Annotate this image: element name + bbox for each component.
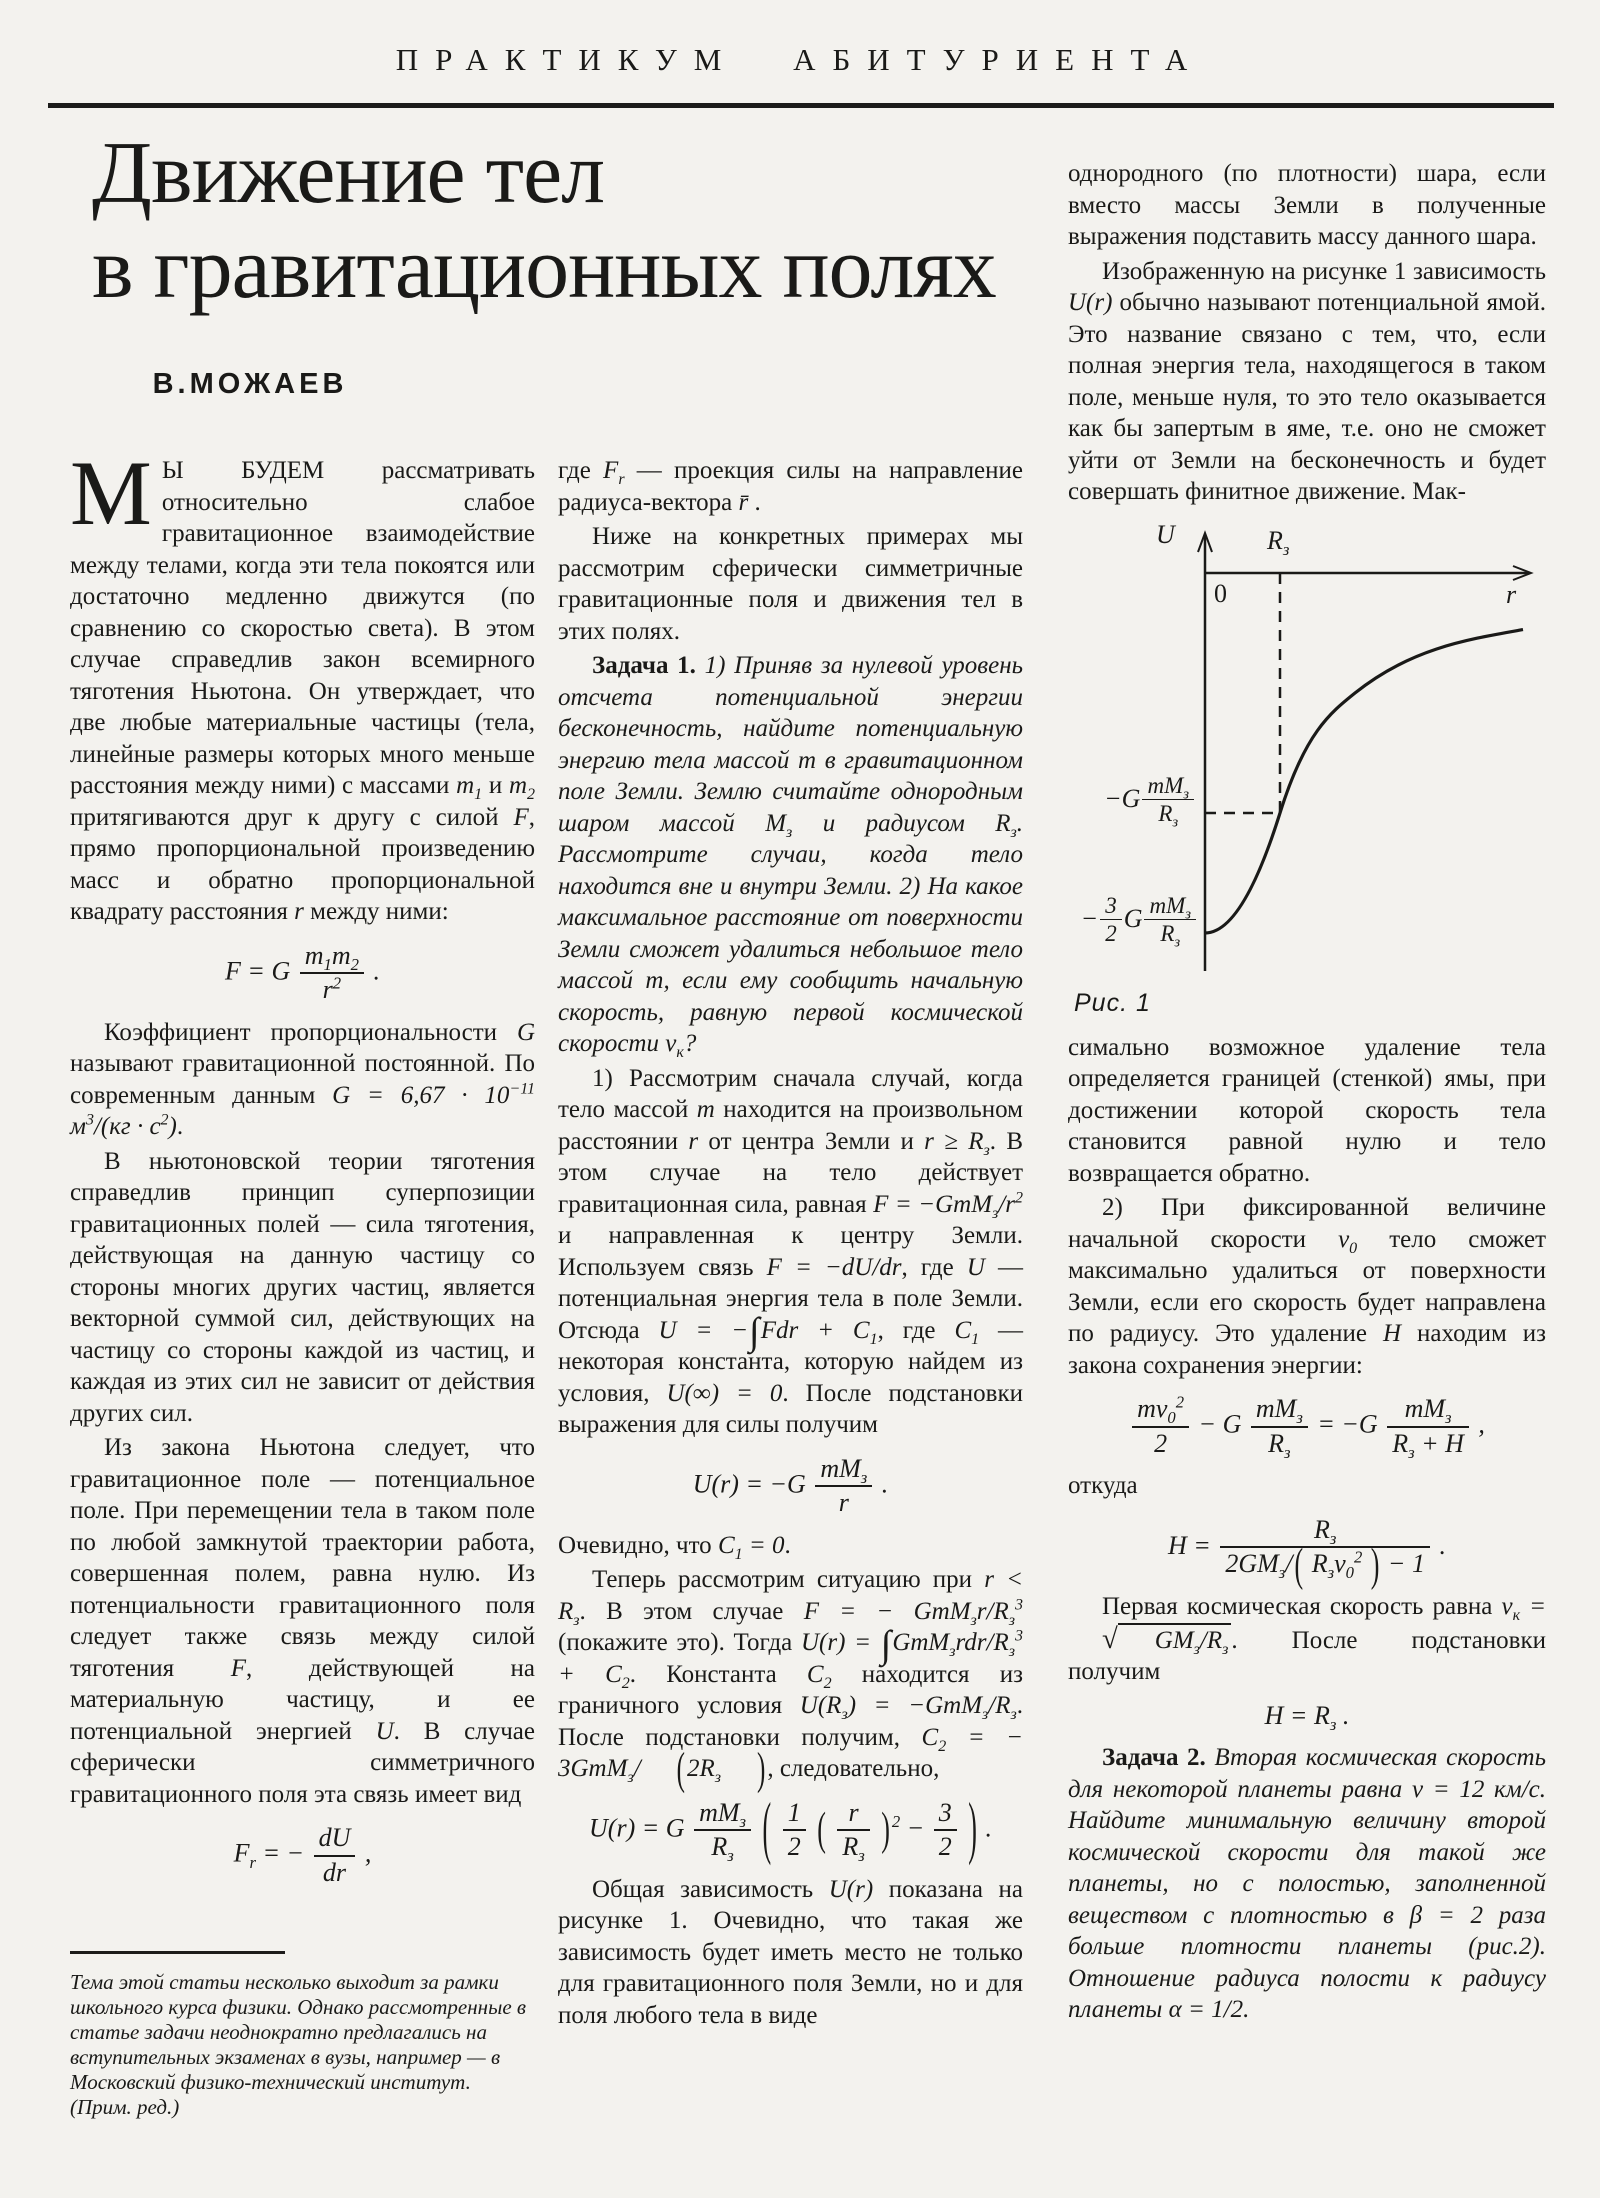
article-title-line1: Движение тел — [92, 125, 605, 222]
figure-caption: Рис. 1 — [1074, 988, 1151, 1017]
paragraph: Задача 1. 1) Приняв за нулевой уровень отсчета потенциальной энергии бесконечность, найдите потенциальную энергию тела массой m в гравитационном поле Земли. Землю считайте однородным шаром массой $M_з$ и радиусом $R_з$. Рассмотрите случаи, когда тело находится вне и внутри Земли. 2) На какое максимальное расстояние от поверхности Земли сможет удалиться небольшое тело массой m, если ему сообщить начальную скорость, равную первой космической скорости $v_к$? — [558, 652, 1024, 1061]
paragraph: Изображенную на рисунке 1 зависимость U(r) обычно называют потенциальной ямой. Это название связано с тем, что, если полная энергия тела, находящегося в таком поле, меньше нуля, то это тело оказывается как бы запертым в яме, т.е. оно не сможет уйти от Земли на бесконечность и будет совершать финитное движение. Мак- — [1068, 257, 1546, 505]
display-formula: $\frac{mv_0^2}{2}$ − G $\frac{mM_з}{R_з}$ = −G $\frac{mM_з}{R_з + H}$ , — [1068, 1395, 1546, 1458]
display-formula: $F_r$ = − $\frac{dU}{dr}$ , — [233, 1823, 372, 1887]
figure-label-zero: 0 — [1214, 578, 1227, 608]
figure-label-rz: $R_з$ — [1267, 525, 1290, 559]
figure-label-level1: −G $\frac{mM_з}{R_з}$ — [1078, 774, 1196, 825]
paragraph: Общая зависимость U(r) показана на рисунке 1. Очевидно, что такая же зависимость будет иметь место не только для гравитационного поля Земли, но и для поля любого тела в виде — [558, 1875, 1023, 2029]
figure-label-level2: − $\frac{3}{2}$ G $\frac{mM_з}{R_з}$ — [1068, 894, 1198, 945]
paragraph: Коэффициент пропорциональности G называют гравитационной постоянной. По современным данным $G = 6,67 \cdot 10^{-11}$ $м^3/(кг \cdot с^2)$. — [70, 1018, 535, 1141]
display-formula: H = $\frac{R_з}{2GM_з/( R_зv_0^2 ) - 1}$ . — [1168, 1514, 1446, 1592]
dropcap: М — [70, 442, 152, 544]
paragraph: Ниже на конкретных примерах мы рассмотрим сферически симметричные гравитационные поля и движения тел в этих полях. — [558, 523, 1023, 645]
paragraph: В ньютоновской теории тяготения справедлив принцип суперпозиции гравитационных полей — сила тяготения, действующая на данную частицу со стороны многих других частиц, является векторной суммой сил, действующих на частицу со стороны каждой из частиц, и каждая из этих сил не зависит от действия других сил. — [70, 1147, 535, 1427]
column-3 — [1068, 158, 1546, 2029]
paragraph: симально возможное удаление тела определяется границей (стенкой) ямы, при достижении которой скорость тела становится равной нулю и тело возвращается обратно. — [1068, 1033, 1546, 1187]
paragraph: Теперь рассмотрим ситуацию при $r < R_з$. В этом случае F = − $GmM_зr/R_з^3$ (покажите это). Тогда $U(r) = \int GmM_зrdr/R_з^3 + C_2$. Константа $C_2$ находится из граничного условия $U(R_з) = -GmM_з/R_з$. После подстановки получим, $C_2$ = − 3GmM$_з$/ ($2R_з$ ), следовательно, — [558, 1566, 1023, 1795]
display-formula: U(r) = G $\frac{mM_з}{R_з}$ ( $\frac{1}{2}$ ( $\frac{r}{R_з}$ ) $^2$ − $\frac{3}{2}$ ) . — [589, 1788, 992, 1868]
paragraph: Первая космическая скорость равна $v_к$ = √ $GM_з/R_з$ . После подстановки получим — [1068, 1593, 1546, 1686]
paragraph: однородного (по плотности) шара, если вместо массы Земли в полученные выражения подставить массу данного шара. — [1068, 160, 1546, 250]
paragraph: 1) Рассмотрим сначала случай, когда тело массой m находится на произвольном расстоянии r от центра Земли и $r \ge R_з$. В этом случае на тело действует гравитационная сила, равная $F = -GmM_з/r^2$ и направленная к центру Земли. Используем связь F = −dU/dr, где U — потенциальная энергия тела в поле Земли. Отсюда $U = -\int Fdr + C_1$, где $C_1$ — некоторая константа, которую найдем из условия, U(∞) = 0. После подстановки выражения для силы получим — [558, 1064, 1024, 1438]
display-formula: U(r) = −G $\frac{mM_з}{r}$ . — [692, 1453, 889, 1518]
paragraph: Задача 2. Вторая космическая скорость для некоторой планеты равна v = 12 км/с. Найдите минимальную величину второй космической скорости для такой же планеты, но с полостью, заполненной веществом с плотностью в β = 2 раза больше плотности планеты (рис.2). Отношение радиуса полости к радиусу планеты α = 1/2. — [1068, 1744, 1546, 2024]
column-1 — [70, 442, 535, 2120]
footnote-rule — [70, 1951, 285, 1954]
paragraph: Очевидно, что $C_1 = 0$. — [558, 1531, 791, 1563]
figure-label-r: r — [1506, 579, 1517, 609]
column-2 — [558, 455, 1023, 2034]
paragraph: Из закона Ньютона следует, что гравитационное поле — потенциальное поле. При перемещении тела в таком поле по любой замкнутой траектории работа, совершенная полем, равна нулю. Из потенциальности гравитационного поля следует также связь между силой тяготения F, действующей на материальную частицу, и ее потенциальной энергией U. В случае сферически симметричного гравитационного поля эта связь имеет вид — [70, 1434, 535, 1808]
paragraph: где $F_r$ — проекция силы на направление радиуса-вектора r̄ . — [558, 457, 1023, 516]
header-rule — [48, 103, 1554, 108]
footnote-text: Тема этой статьи несколько выходит за рамки школьного курса физики. Однако рассмотренные в статье задачи неоднократно предлагались на вступительных экзаменах в вузы, например — в Московский физико-технический институт. (Прим. ред.) — [70, 1970, 527, 2120]
section-kicker: ПРАКТИКУМ АБИТУРИЕНТА — [395, 42, 1205, 77]
potential-curve — [1205, 629, 1523, 932]
article-author: В.МОЖАЕВ — [152, 368, 348, 400]
article-title-line2: в гравитационных полях — [92, 220, 996, 318]
article-title — [92, 126, 996, 316]
paragraph: откуда — [1068, 1472, 1138, 1500]
paragraph: М Ы БУДЕМ рассматривать относительно слабое гравитационное взаимодействие между телами, когда эти тела покоятся или достаточно медленно движутся (по сравнению со скоростью света). В этом случае справедлив закон всемирного тяготения Ньютона. Он утверждает, что две любые материальные частицы (тела, линейные размеры которых много меньше расстояния между ними) с массами $m_1$ и $m_2$ притягиваются друг к другу с силой F, прямо пропорциональной произведению масс и обратно пропорциональной квадрату расстояния r между ними: — [70, 442, 535, 925]
footnote — [70, 1951, 535, 2120]
display-formula: F = G $\frac{m_1m_2}{r^2}$ . — [225, 940, 380, 1005]
display-formula: $H = R_з$ . — [1264, 1700, 1350, 1734]
figure-1 — [1068, 516, 1546, 1022]
figure-label-u: U — [1156, 519, 1175, 549]
paragraph: 2) При фиксированной величине начальной скорости $v_0$ тело сможет максимально удалиться от поверхности Земли, если его скорость будет направлена по радиусу. Это удаление H находим из закона сохранения энергии: — [1068, 1194, 1546, 1379]
